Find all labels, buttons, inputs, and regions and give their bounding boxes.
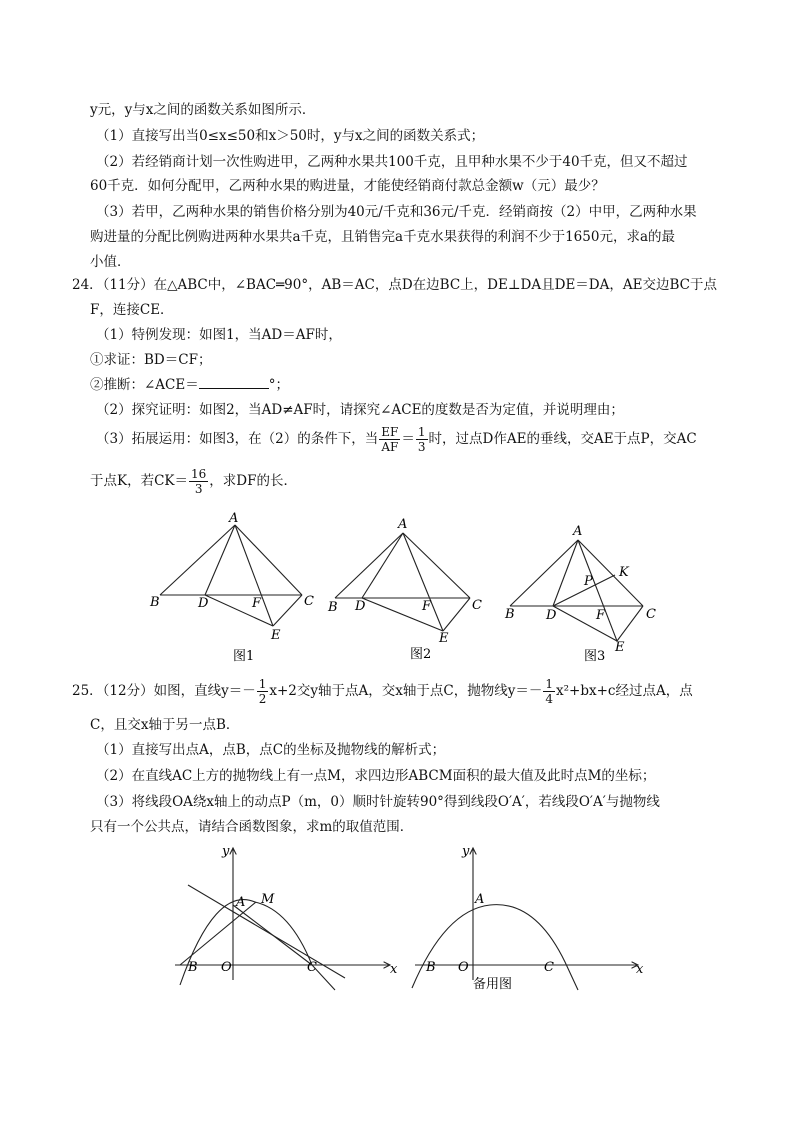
q24-part2: （2）探究证明：如图2，当AD≠AF时，请探究∠ACE的度数是否为定值，并说明理由；: [96, 402, 624, 418]
q24-part3-prefix: （3）拓展运用：如图3，在（2）的条件下，当: [96, 431, 379, 447]
q25-stem-line2: C，且交x轴于另一点B．: [90, 717, 240, 733]
fig1-label-f: F: [252, 596, 262, 611]
fig1-label-d: D: [198, 596, 209, 611]
fig2-label-e: E: [439, 631, 449, 646]
graph1-label-m: M: [261, 892, 275, 907]
graph2-label-a: A: [475, 892, 485, 907]
fig3-label-d: D: [546, 608, 557, 623]
q25-stem-middle: x+2交y轴于点A，交x轴于点C，抛物线y＝－: [269, 683, 543, 699]
q24-stem-line2: F，连接CE．: [90, 302, 174, 318]
parabola-coef-numerator: 1: [545, 677, 553, 691]
graph2-label-b: B: [426, 960, 436, 975]
q23-part2-line2: 60千克．如何分配甲，乙两种水果的购进量，才能使经销商付款总金额w（元）最少？: [90, 178, 605, 194]
q23-part2-line1: （2）若经销商计划一次性购进甲，乙两种水果共100千克，且甲种水果不少于40千克，但又不超过: [96, 154, 688, 170]
q25-graphs: [160, 840, 650, 1000]
fig3-label-k: K: [619, 565, 629, 580]
graph1-label-b: B: [188, 960, 198, 975]
q24-part3b-suffix: ，求DF的长．: [209, 473, 297, 489]
graph1-label-x: x: [390, 962, 398, 977]
parabola-coef-fraction: [543, 677, 555, 706]
fig3-label-p: P: [584, 574, 593, 589]
q25-part3-line1: （3）将线段OA绕x轴上的动点P（m，0）顺时针旋转90°得到线段O′A′，若线段O′A′与抛物线: [96, 794, 660, 810]
fig2-label-a: A: [398, 517, 408, 532]
q24-part3-line2: [90, 467, 297, 496]
graph2-label-y: y: [462, 844, 470, 859]
fig2-label-b: B: [328, 600, 338, 615]
ck-fraction: [189, 467, 208, 496]
ck-denominator: 3: [194, 482, 203, 496]
fig1-label-a: A: [229, 511, 239, 526]
spare-graph: [412, 848, 638, 990]
q24-part1: （1）特例发现：如图1，当AD＝AF时，: [96, 327, 342, 343]
fig3-caption: 图3: [584, 649, 606, 664]
ratio-denominator: AF: [381, 440, 399, 454]
q23-part3-line3: 小值．: [90, 254, 131, 270]
q24-part1-b-suffix: °；: [268, 377, 289, 393]
fig3-label-f: F: [596, 608, 606, 623]
q24-part3-suffix: 时，过点D作AE的垂线，交AE于点P，交AC: [428, 431, 697, 447]
q25-stem-line1: [72, 676, 693, 706]
fig3-label-b: B: [505, 607, 515, 622]
ratio-value-fraction: [416, 425, 428, 454]
fig2-label-c: C: [472, 598, 482, 613]
line-slope-fraction: [257, 677, 269, 706]
graph2-label-o: O: [458, 960, 469, 975]
q24-part1-a: ①求证：BD＝CF；: [90, 352, 212, 368]
graph2-label-x: x: [636, 962, 644, 977]
fig2-label-d: D: [355, 599, 366, 614]
q23-part3-line1: （3）若甲，乙两种水果的销售价格分别为40元/千克和36元/千克．经销商按（2）中甲，乙两种水果: [96, 204, 697, 220]
graph1-label-c: C: [307, 960, 317, 975]
ck-numerator: 16: [191, 467, 207, 481]
ratio-fraction: [379, 425, 400, 454]
q24-part1-b-prefix: ②推断：∠ACE＝: [90, 377, 199, 393]
ratio-value-denominator: 3: [417, 440, 426, 454]
spare-graph-caption: 备用图: [473, 977, 513, 992]
q24-stem-line1: 24．（11分）在△ABC中，∠BAC═90°，AB＝AC，点D在边BC上，DE⊥DA且DE＝DA，AE交边BC于点: [72, 277, 717, 293]
answer-blank: [199, 374, 269, 389]
graph2-label-c: C: [544, 960, 554, 975]
q25-stem-suffix: x²+bx+c经过点A，点: [555, 683, 693, 699]
q25-part3-line2: 只有一个公共点，请结合函数图象，求m的取值范围．: [90, 819, 414, 835]
line-slope-denominator: 2: [258, 692, 267, 706]
graph1-label-o: O: [221, 960, 232, 975]
fig2-label-f: F: [422, 599, 432, 614]
figure-2: [335, 533, 470, 631]
main-graph: [175, 848, 390, 990]
q24-figures: [140, 508, 670, 668]
q25-part1: （1）直接写出点A，点B，点C的坐标及抛物线的解析式；: [96, 742, 446, 758]
fig2-caption: 图2: [410, 647, 432, 662]
fig3-label-c: C: [646, 607, 656, 622]
q24-part3-line1: [96, 425, 697, 454]
q24-part3b-prefix: 于点K，若CK＝: [90, 473, 189, 489]
fig1-caption: 图1: [233, 649, 255, 664]
graph1-label-a: A: [236, 895, 246, 910]
q24-part1-b: [90, 374, 289, 395]
fig1-label-b: B: [150, 595, 160, 610]
line-slope-numerator: 1: [258, 677, 267, 691]
ratio-value-numerator: 1: [417, 425, 426, 439]
figure-3: [510, 540, 643, 641]
graph1-label-y: y: [222, 844, 230, 859]
parabola-coef-denominator: 4: [545, 692, 553, 706]
q23-part1: （1）直接写出当0≤x≤50和x＞50时，y与x之间的函数关系式；: [96, 128, 485, 144]
fig3-label-e: E: [615, 640, 625, 655]
ratio-equals: ＝: [401, 431, 415, 447]
q23-part3-line2: 购进量的分配比例购进两种水果共a千克，且销售完a千克水果获得的利润不少于1650元，求a的最: [90, 229, 676, 245]
ratio-numerator: EF: [381, 425, 399, 439]
fig1-label-c: C: [304, 594, 314, 609]
fig3-label-a: A: [573, 524, 583, 539]
q25-part2: （2）在直线AC上方的抛物线上有一点M，求四边形ABCM面积的最大值及此时点M的坐标；: [96, 768, 656, 784]
fig1-label-e: E: [271, 628, 281, 643]
figure-1: [160, 525, 302, 626]
q23-intro: y元，y与x之间的函数关系如图所示．: [90, 102, 316, 118]
q25-stem-prefix: 25．（12分）如图，直线y＝－: [72, 683, 256, 699]
